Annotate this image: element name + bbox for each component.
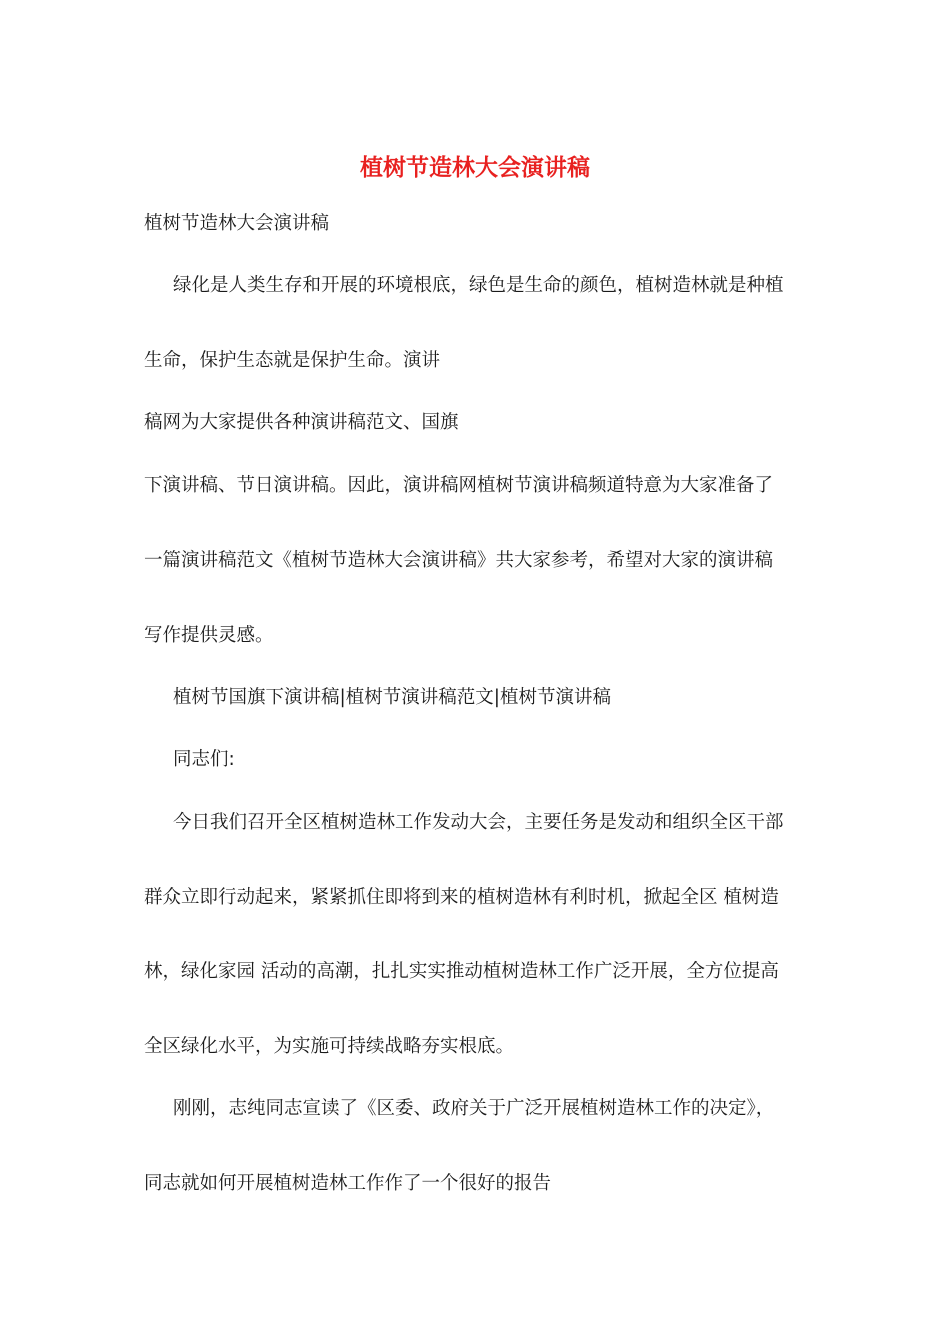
paragraph-line: 群众立即行动起来，紧紧抓住即将到来的植树造林有利时机，掀起全区 植树造 [144, 887, 779, 908]
paragraph-line: 稿网为大家提供各种演讲稿范文、国旗 [144, 412, 459, 433]
paragraph-line: 下演讲稿、节日演讲稿。因此，演讲稿网植树节演讲稿频道特意为大家准备了 [144, 475, 774, 496]
paragraph-line: 刚刚，志纯同志宣读了《区委、政府关于广泛开展植树造林工作的决定》， [173, 1098, 775, 1119]
salutation-line: 同志们: [173, 749, 235, 770]
paragraph-line: 绿化是人类生存和开展的环境根底，绿色是生命的颜色，植树造林就是种植 [173, 275, 784, 296]
paragraph-line: 林，绿化家园 活动的高潮，扎扎实实推动植树造林工作广泛开展，全方位提高 [144, 961, 779, 982]
paragraph-line: 写作提供灵感。 [144, 625, 274, 646]
paragraph-line: 同志就如何开展植树造林工作作了一个很好的报告 [144, 1173, 552, 1194]
document-title: 植树节造林大会演讲稿 [360, 155, 590, 181]
paragraph-line: 全区绿化水平，为实施可持续战略夯实根底。 [144, 1036, 515, 1057]
subtitle-line: 植树节造林大会演讲稿 [144, 213, 330, 234]
paragraph-line: 今日我们召开全区植树造林工作发动大会，主要任务是发动和组织全区干部 [173, 812, 784, 833]
paragraph-line: 生命，保护生态就是保护生命。演讲 [144, 350, 441, 371]
links-line: 植树节国旗下演讲稿|植树节演讲稿范文|植树节演讲稿 [173, 687, 611, 708]
paragraph-line: 一篇演讲稿范文《植树节造林大会演讲稿》共大家参考，希望对大家的演讲稿 [144, 550, 774, 571]
